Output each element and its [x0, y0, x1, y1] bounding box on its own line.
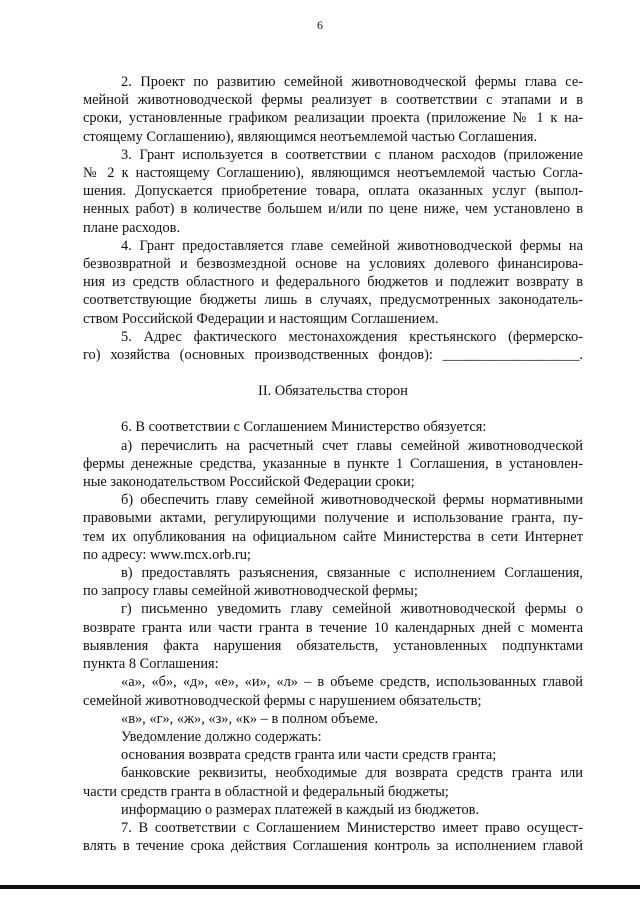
text-line: 2. Проект по развитию семейной животноводческой фермы глава се- — [121, 74, 583, 90]
text-line: тем их опубликования на официальном сайте Министерства в сети Интернет — [83, 528, 583, 545]
text-line: сроки, установленные графиком реализации проекта (приложение № 1 к на- — [83, 110, 583, 127]
text-line: 4. Грант предоставляется главе семейной животноводческой фермы на — [121, 237, 583, 254]
text-line: г) письменно уведомить главу семейной животноводческой фермы о — [121, 601, 583, 618]
text-line: соответствующие бюджеты лишь в случаях, предусмотренных законодатель- — [83, 292, 583, 309]
text-line: ные законодательством Российской Федерации сроки; — [83, 474, 415, 491]
text-line: части средств гранта в областной и федеральный бюджеты; — [83, 783, 449, 800]
text-line: в) предоставлять разъяснения, связанные с исполнением Соглашения, — [121, 565, 583, 582]
text-line: возврате гранта или части гранта в течение 10 календарных дней с момента — [83, 619, 583, 636]
text-line: правовыми актами, регулирующими получение и использование гранта, пу- — [83, 510, 583, 527]
text-line: основания возврата средств гранта или части средств гранта; — [121, 747, 497, 764]
paragraphs-before-heading — [83, 73, 583, 364]
text-line: «а», «б», «д», «е», «и», «л» – в объеме средств, использованных главой — [121, 674, 583, 691]
text-line: 6. В соответствии с Соглашением Министерство обязуется: — [121, 419, 487, 436]
bottom-rule — [0, 885, 640, 889]
text-line: информацию о размерах платежей в каждый из бюджетов. — [121, 801, 480, 818]
section-heading: II. Обязательства сторон — [258, 383, 408, 400]
text-line: № 2 к настоящему Соглашению), являющимся неотъемлемой частью Согла- — [83, 165, 583, 182]
document-body — [83, 73, 583, 855]
text-line: ния из средств областного и федерального бюджетов и подлежит возврату в — [83, 274, 583, 291]
text-line: пункта 8 Соглашения: — [83, 656, 219, 673]
text-line: мейной животноводческой фермы реализует в соответствии с этапами и в — [83, 92, 583, 109]
paragraphs-after-heading — [83, 418, 583, 855]
text-line: б) обеспечить главу семейной животноводческой фермы нормативными — [121, 492, 583, 509]
text-line: выявления факта нарушения обязательств, установленных подпунктами — [83, 637, 583, 654]
text-line: по запросу главы семейной животноводческой фермы; — [83, 583, 418, 600]
text-line: семейной животноводческой фермы с нарушением обязательств; — [83, 692, 482, 709]
text-line: шения. Допускается приобретение товара, оплата оказанных услуг (выпол- — [83, 183, 583, 200]
page-number: 6 — [317, 18, 323, 32]
text-line: а) перечислить на расчетный счет главы семейной животноводческой — [121, 437, 583, 454]
text-line: 5. Адрес фактического местонахождения крестьянского (фермерско- — [121, 328, 583, 345]
text-line: 7. В соответствии с Соглашением Министерство имеет право осущест- — [121, 819, 583, 836]
text-line: плане расходов. — [83, 219, 181, 236]
text-line: ненных работ) в количестве большем и/или по цене ниже, чем установлено в — [83, 201, 583, 218]
text-line: Уведомление должно содержать: — [121, 728, 322, 745]
text-line: 3. Грант используется в соответствии с планом расходов (приложение — [121, 146, 583, 163]
text-line: банковские реквизиты, необходимые для возврата средств гранта или — [121, 765, 583, 782]
text-line: фермы денежные средства, указанные в пункте 1 Соглашения, в установлен- — [83, 455, 583, 472]
text-line: по адресу: www.mcx.orb.ru; — [83, 546, 251, 563]
text-line: безвозвратной и безвозмездной основе на условиях долевого финансирова- — [83, 256, 583, 273]
text-line: ством Российской Федерации и настоящим Соглашением. — [83, 310, 439, 327]
text-line: стоящему Соглашению), являющимся неотъемлемой частью Соглашения. — [83, 128, 538, 145]
text-line: влять в течение срока действия Соглашения контроль за исполнением главой — [83, 838, 583, 855]
text-line: «в», «г», «ж», «з», «к» – в полном объеме. — [121, 710, 379, 727]
text-line: го) хозяйства (основных производственных фондов): ___________________. — [83, 347, 583, 364]
